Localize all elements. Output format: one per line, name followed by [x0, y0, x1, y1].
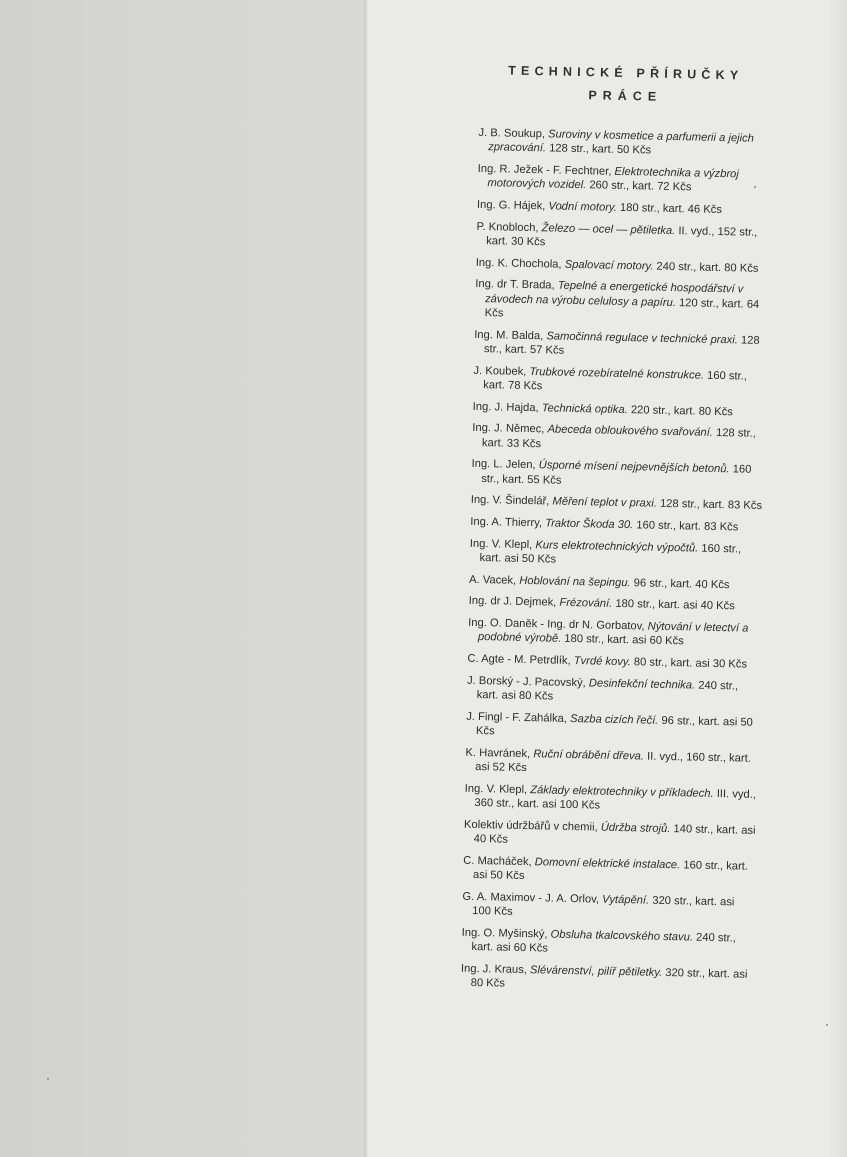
book-details: II. vyd., 152 str., kart. 30 Kčs — [486, 224, 758, 249]
book-details: 160 str., kart. asi 50 Kčs — [472, 858, 749, 882]
book-details: 160 str., kart. asi 50 Kčs — [479, 542, 742, 566]
book-author: Kolektiv údržbářů v chemii, — [463, 818, 598, 834]
book-entry — [476, 220, 769, 255]
book-details: 180 str., kart. 46 Kčs — [619, 201, 723, 217]
book-title: Tvrdé kovy. — [573, 654, 631, 669]
book-entry — [461, 925, 754, 960]
book-title: Základy elektrotechniky v příkladech. — [530, 783, 714, 800]
book-author: Ing. O. Daněk - Ing. dr N. Gorbatov, — [468, 616, 645, 633]
book-details: 180 str., kart. asi 40 Kčs — [615, 598, 735, 613]
book-entry — [471, 493, 763, 513]
book-title: Sazba cizích řečí. — [569, 712, 659, 727]
book-author: Ing. J. Hajda, — [472, 400, 539, 414]
book-title: Ruční obrábění dřeva. — [533, 747, 645, 763]
book-author: Ing. V. Klepl, — [464, 782, 528, 796]
book-title: Měření teplot v praxi. — [552, 495, 658, 510]
book-entry — [470, 515, 762, 535]
book-entry — [469, 594, 761, 614]
book-details: 128 str., kart. 33 Kčs — [481, 427, 756, 450]
book-details: 120 str., kart. 64 Kčs — [484, 296, 760, 320]
book-details: 128 str., kart. 57 Kčs — [483, 334, 760, 357]
book-title: Trubkové rozebíratelné konstrukce. — [529, 365, 705, 382]
book-entry — [475, 277, 768, 326]
book-details: 240 str., kart. asi 80 Kčs — [476, 679, 739, 703]
book-details: 240 str., kart. asi 60 Kčs — [471, 931, 737, 955]
book-author: Ing. L. Jelen, — [471, 458, 536, 472]
left-page — [0, 0, 366, 1157]
book-entry — [464, 817, 757, 852]
book-entry — [471, 457, 764, 492]
catalog-heading — [479, 59, 772, 111]
book-details: 320 str., kart. asi 100 Kčs — [472, 894, 735, 918]
book-details: 320 str., kart. asi 80 Kčs — [470, 966, 748, 990]
book-entry — [467, 673, 760, 708]
book-author: Ing. A. Thierry, — [470, 515, 543, 530]
book-title: Technická optika. — [541, 401, 628, 416]
book-author: K. Havránek, — [465, 746, 531, 760]
book-details: 220 str., kart. 80 Kčs — [630, 403, 733, 418]
book-details: 160 str., kart. 78 Kčs — [483, 369, 748, 393]
book-entry — [463, 853, 756, 888]
book-author: Ing. G. Hájek, — [476, 198, 546, 213]
book-list — [461, 126, 771, 996]
book-entry — [464, 781, 757, 816]
book-title: Elektrotechnika a výzbroj motorových vozidel. — [487, 165, 739, 192]
book-author: Ing. dr T. Brada, — [475, 278, 555, 292]
book-title: Kurs elektrotechnických výpočtů. — [535, 538, 699, 555]
book-details: 240 str., kart. 80 Kčs — [656, 260, 759, 275]
book-author: C. Macháček, — [463, 854, 532, 868]
book-details: 96 str., kart. asi 50 Kčs — [475, 714, 753, 738]
book-title: Frézování. — [559, 597, 613, 611]
book-details: 260 str., kart. 72 Kčs — [589, 179, 692, 194]
book-details: 160 str., kart. 55 Kčs — [481, 463, 752, 487]
book-title: Železo — ocel — pětiletka. — [541, 221, 676, 237]
book-title: Domovní elektrické instalace. — [534, 855, 681, 871]
book-entry — [469, 572, 761, 592]
book-author: Ing. J. Němec, — [472, 422, 545, 436]
book-title: Úsporné mísení nejpevnějších betonů. — [538, 459, 730, 476]
paper-speck — [47, 1078, 49, 1080]
book-entry — [462, 889, 755, 924]
book-title: Slévárenství, pilíř pětiletky. — [529, 963, 663, 979]
book-entry — [461, 961, 754, 996]
book-details: II. vyd., 160 str., kart. asi 52 Kčs — [475, 750, 752, 774]
book-author: Ing. V. Šindelář, — [470, 494, 550, 508]
book-author: A. Vacek, — [469, 573, 517, 587]
book-author: Ing. R. Ježek - F. Fechtner, — [477, 162, 612, 178]
book-entry — [473, 363, 766, 398]
book-title: Abeceda obloukového svařování. — [547, 423, 714, 440]
book-entry — [477, 198, 769, 218]
book-author: C. Agte - M. Petrdlík, — [467, 652, 571, 667]
book-title: Vodní motory. — [548, 200, 617, 214]
book-title: Nýtování v letectví a podobné výrobě. — [477, 620, 749, 646]
book-title: Vytápění. — [602, 893, 650, 907]
heading-series-title: TECHNICKÉ PŘÍRUČKY — [508, 63, 744, 83]
book-entry — [468, 616, 761, 651]
book-author: Ing. O. Myšinský, — [461, 926, 548, 941]
book-author: Ing. K. Chochola, — [475, 256, 562, 271]
book-author: G. A. Maximov - J. A. Orlov, — [462, 890, 600, 906]
book-title: Desinfekční technika. — [588, 677, 696, 692]
book-entry — [478, 126, 771, 161]
catalog-column — [460, 59, 772, 1003]
book-title: Hoblování na šepingu. — [519, 574, 631, 589]
book-details: 128 str., kart. 50 Kčs — [548, 142, 652, 157]
book-author: Ing. M. Balda, — [474, 328, 544, 342]
book-entry — [467, 652, 759, 672]
book-entry — [465, 745, 758, 780]
book-details: III. vyd., 360 str., kart. asi 100 Kčs — [474, 787, 757, 812]
book-entry — [469, 536, 762, 571]
book-entry — [473, 399, 765, 419]
book-details: 160 str., kart. 83 Kčs — [636, 519, 739, 534]
book-title: Údržba strojů. — [600, 821, 671, 835]
book-entry — [472, 421, 765, 456]
book-title: Suroviny v kosmetice a parfumerii a jejich zpracování. — [488, 128, 755, 155]
book-author: Ing. dr J. Dejmek, — [468, 595, 557, 609]
book-author: Ing. J. Kraus, — [460, 962, 528, 976]
heading-publisher: PRÁCE — [588, 88, 663, 104]
book-author: Ing. V. Klepl, — [469, 537, 533, 551]
book-title: Traktor Škoda 30. — [545, 517, 634, 532]
book-details: 128 str., kart. 83 Kčs — [659, 498, 763, 513]
book-author: P. Knobloch, — [476, 220, 539, 234]
book-title: Spalovací motory. — [564, 258, 654, 273]
paper-speck — [826, 1024, 828, 1026]
book-entry — [466, 709, 759, 744]
book-details: 80 str., kart. asi 30 Kčs — [633, 656, 748, 671]
book-entry — [476, 256, 768, 276]
book-author: J. B. Soukup, — [478, 126, 546, 141]
book-entry — [474, 327, 767, 362]
book-author: J. Fingl - F. Zahálka, — [466, 710, 568, 725]
book-author: J. Koubek, — [473, 364, 527, 378]
book-details: 140 str., kart. asi 40 Kčs — [473, 822, 756, 846]
book-author: J. Borský - J. Pacovský, — [466, 674, 586, 689]
book-title: Samočinná regulace v technické praxi. — [546, 330, 739, 347]
right-page-edge — [829, 0, 847, 1157]
book-details: 96 str., kart. 40 Kčs — [633, 576, 730, 591]
book-title: Obsluha tkalcovského stavu. — [550, 928, 694, 944]
book-entry — [477, 162, 770, 197]
book-details: 180 str., kart. asi 60 Kčs — [564, 633, 684, 648]
book-title: Tepelné a energetické hospodářství v závodech na výrobu celulosy a papíru. — [484, 279, 744, 309]
